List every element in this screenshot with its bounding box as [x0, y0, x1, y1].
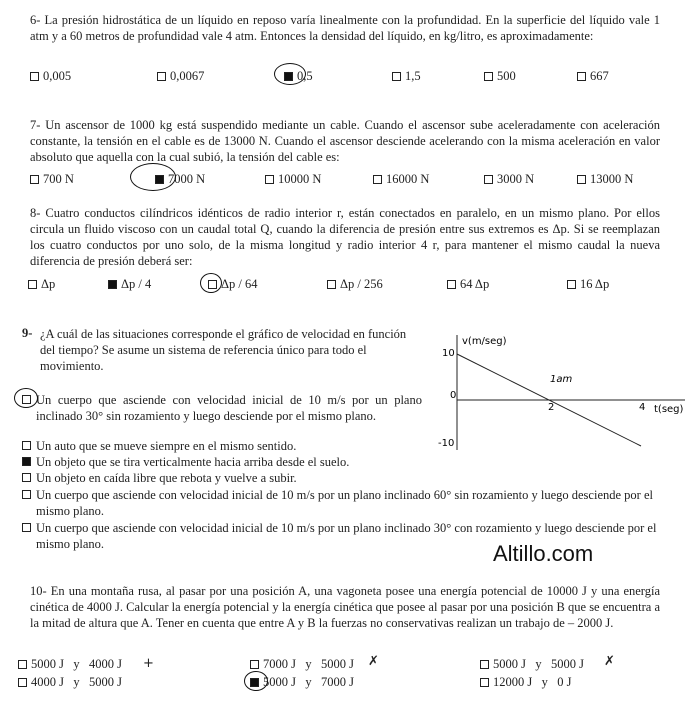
question-7-text: 7- Un ascensor de 1000 kg está suspendido mediante un cable. Cuando el ascensor sube aceleradamente con aceleración constante, la tensión en el cable es de 13000 N. Cuando el ascensor desciende acelerando con la misma aceleración en valor absoluto que aquella con la cual subió, la tensión del cable es: — [30, 118, 660, 164]
checkbox[interactable] — [30, 175, 39, 184]
checkbox[interactable] — [28, 280, 37, 289]
cross-mark-icon: ✗ — [368, 654, 379, 669]
pen-mark-icon: + — [143, 656, 154, 671]
checkbox[interactable] — [18, 660, 27, 669]
watermark: Altillo.com — [493, 541, 594, 566]
q6-option-5[interactable]: 500 — [484, 69, 516, 84]
checkbox[interactable] — [22, 523, 31, 532]
checkbox-checked[interactable] — [22, 457, 31, 466]
question-9-text: ¿A cuál de las situaciones corresponde el gráfico de velocidad en función del tiempo? Se asume un sistema de referencia único para todo el movimiento. — [40, 327, 407, 373]
checkbox-checked[interactable] — [108, 280, 117, 289]
q10-option-6[interactable]: 12000 J y 0 J — [480, 675, 571, 690]
checkbox[interactable] — [373, 175, 382, 184]
hand-drawn-circle — [130, 163, 176, 191]
hand-drawn-circle — [200, 273, 222, 293]
q9-option-1[interactable]: Un cuerpo que asciende con velocidad inicial de 10 m/s por un plano inclinado 30° sin rozamiento y luego desciende por el mismo plano. — [22, 392, 422, 424]
checkbox[interactable] — [22, 473, 31, 482]
checkbox[interactable] — [577, 175, 586, 184]
checkbox[interactable] — [577, 72, 586, 81]
q7-option-2[interactable]: 7000 N — [155, 172, 205, 187]
checkbox[interactable] — [484, 72, 493, 81]
q10-option-5[interactable]: 5000 J y 7000 J — [250, 675, 354, 690]
checkbox[interactable] — [250, 660, 259, 669]
q6-option-2[interactable]: 0,0067 — [157, 69, 204, 84]
question-9-number: 9- — [22, 326, 33, 340]
cross-mark-icon: ✗ — [604, 654, 615, 669]
y-axis-label: v(m/seg) — [462, 336, 507, 347]
hand-drawn-circle — [244, 671, 268, 691]
checkbox[interactable] — [447, 280, 456, 289]
q7-option-4[interactable]: 16000 N — [373, 172, 429, 187]
q6-option-4[interactable]: 1,5 — [392, 69, 421, 84]
q7-option-6[interactable]: 13000 N — [577, 172, 633, 187]
checkbox[interactable] — [327, 280, 336, 289]
question-10-text: 10- En una montaña rusa, al pasar por una posición A, una vagoneta posee una energía potencial de 10000 J y una energía cinética de 4000 J. Calcular la energía potencial y la energía cinética que posee al pasar por una posición B que se encuentra a la mitad de altura que A. Tener en cuenta que entre A y B la fuerzas no conservativas realizan un trabajo de – 2000 J. — [30, 584, 660, 630]
x-tick-2: 2 — [548, 402, 555, 413]
q9-option-2[interactable]: Un auto que se mueve siempre en el mismo sentido. — [22, 438, 662, 454]
q10-option-3[interactable]: 5000 J y 5000 J — [480, 657, 584, 672]
q6-option-6[interactable]: 667 — [577, 69, 609, 84]
q8-option-1[interactable]: Δp — [28, 277, 55, 292]
question-6-text: 6- La presión hidrostática de un líquido en reposo varía linealmente con la profundidad. En la superficie del líquido vale 1 atm y a 60 metros de profundidad vale 4 atm. Entonces la densidad del líquido, en kg/litro, es aproximadamente: — [30, 13, 660, 43]
q8-option-6[interactable]: 16 Δp — [567, 277, 609, 292]
question-8-text: 8- Cuatro conductos cilíndricos idénticos de radio interior r, están conectados en paralelo, en un mismo plano. Por ellos circula un fluido viscoso con un caudal total Q, cuando la diferencia de presión entre sus extremos es Δp. Si se reemplazan los cuatro conductos por uno solo, de la misma longitud y radio interior 4 r, para mantener el mismo caudal la nueva diferencia de presión deberá ser: — [30, 206, 660, 268]
checkbox[interactable] — [22, 490, 31, 499]
q7-option-3[interactable]: 10000 N — [265, 172, 321, 187]
q8-option-2[interactable]: Δp / 4 — [108, 277, 151, 292]
q9-option-5[interactable]: Un cuerpo que asciende con velocidad inicial de 10 m/s por un plano inclinado 60° sin rozamiento y luego desciende por el mismo plano. — [22, 487, 662, 519]
checkbox[interactable] — [480, 660, 489, 669]
hand-drawn-circle — [274, 63, 306, 85]
checkbox[interactable] — [18, 678, 27, 687]
checkbox[interactable] — [22, 441, 31, 450]
q10-option-1[interactable]: 5000 J y 4000 J — [18, 657, 122, 672]
checkbox[interactable] — [567, 280, 576, 289]
q7-option-5[interactable]: 3000 N — [484, 172, 534, 187]
q8-option-5[interactable]: 64 Δp — [447, 277, 489, 292]
q9-option-6[interactable]: Un cuerpo que asciende con velocidad inicial de 10 m/s por un plano inclinado 30° con rozamiento y luego desciende por el mismo plano. — [22, 520, 662, 552]
q8-option-4[interactable]: Δp / 256 — [327, 277, 383, 292]
q10-option-2[interactable]: 7000 J y 5000 J — [250, 657, 354, 672]
hand-drawn-circle — [14, 388, 38, 408]
y-tick-minus-10: -10 — [438, 438, 455, 449]
handwritten-annotation: 1am — [550, 374, 573, 385]
q8-option-3[interactable]: Δp / 64 — [208, 277, 258, 292]
q6-option-3[interactable]: 0,5 — [284, 69, 313, 84]
y-tick-0: 0 — [450, 390, 457, 401]
q7-option-1[interactable]: 700 N — [30, 172, 74, 187]
q9-option-3[interactable]: Un objeto que se tira verticalmente hacia arriba desde el suelo. — [22, 454, 662, 470]
checkbox[interactable] — [484, 175, 493, 184]
checkbox[interactable] — [392, 72, 401, 81]
x-tick-4: 4 — [639, 402, 646, 413]
q9-option-4[interactable]: Un objeto en caída libre que rebota y vuelve a subir. — [22, 470, 662, 486]
q6-option-1[interactable]: 0,005 — [30, 69, 71, 84]
x-axis-label: t(seg) — [654, 404, 684, 415]
checkbox[interactable] — [480, 678, 489, 687]
velocity-time-graph — [430, 330, 695, 455]
checkbox[interactable] — [30, 72, 39, 81]
checkbox[interactable] — [157, 72, 166, 81]
checkbox[interactable] — [265, 175, 274, 184]
y-tick-10: 10 — [442, 348, 455, 359]
q10-option-4[interactable]: 4000 J y 5000 J — [18, 675, 122, 690]
